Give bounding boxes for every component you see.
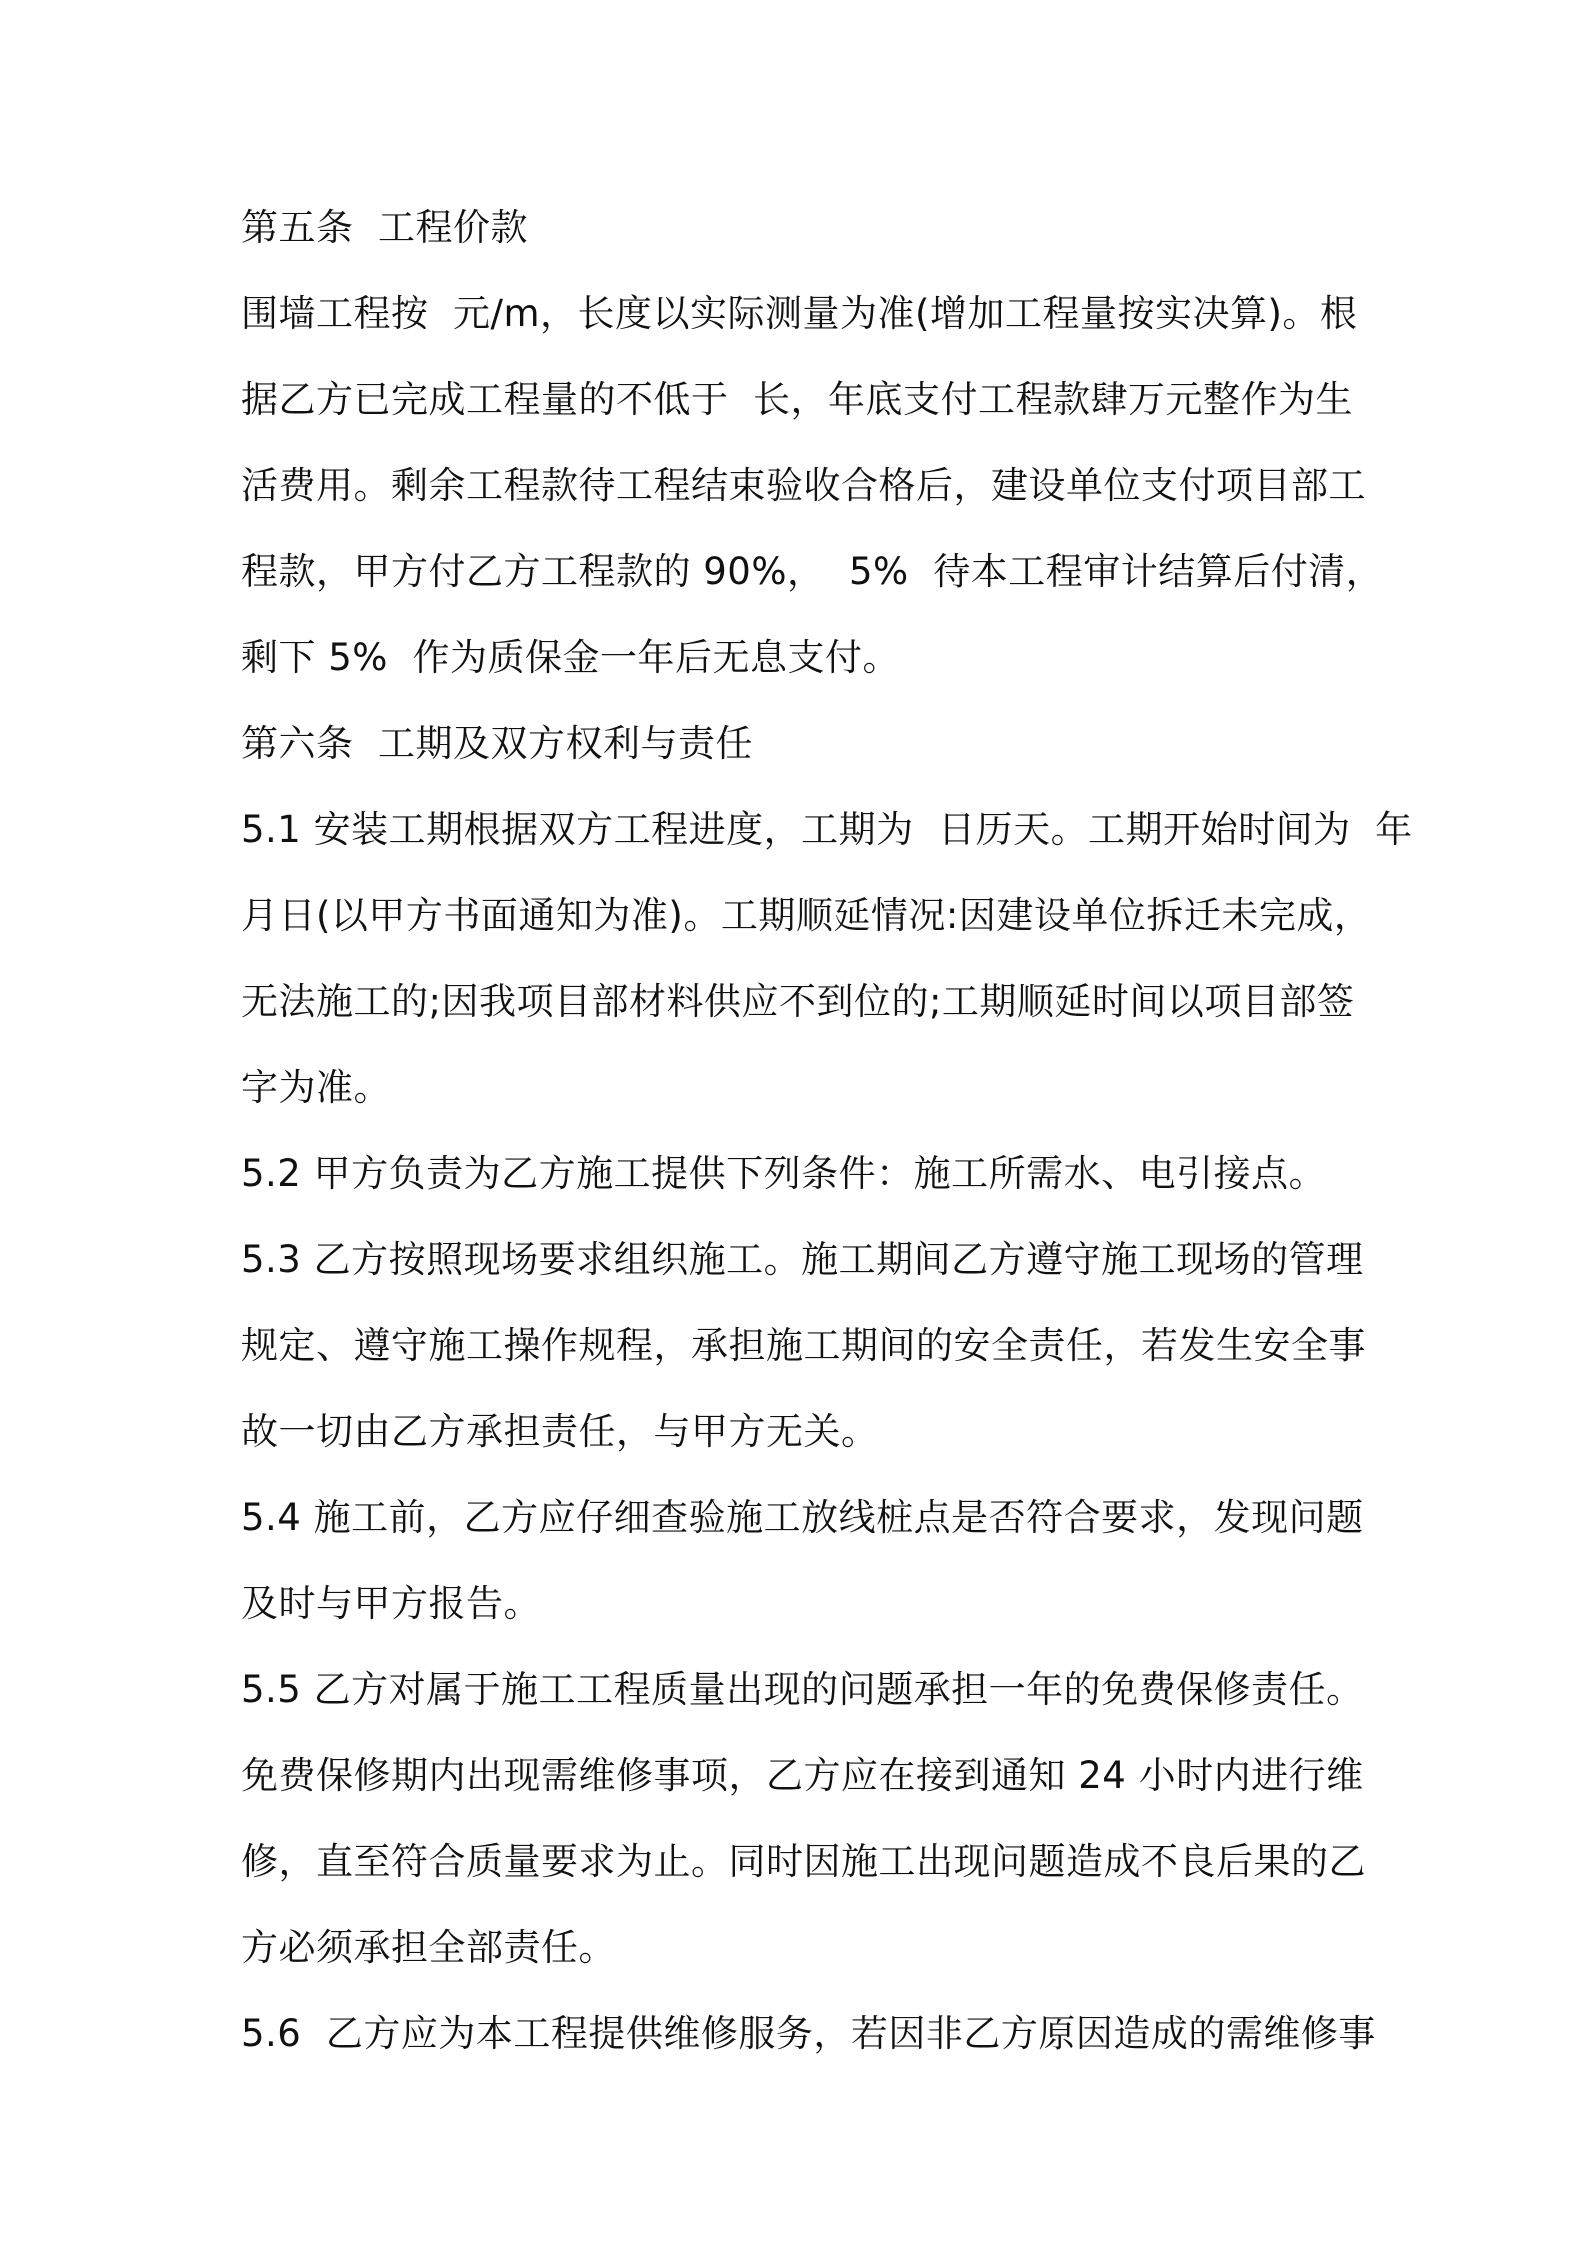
text-line: 无法施工的;因我项目部材料供应不到位的;工期顺延时间以项目部签 [241,980,1355,1023]
clause-5-3-line: 5.3 乙方按照现场要求组织施工。施工期间乙方遵守施工现场的管理 [241,1238,1364,1281]
text-line: 据乙方已完成工程量的不低于 长，年底支付工程款肆万元整作为生 [241,378,1354,421]
text-line: 月日(以甲方书面通知为准)。工期顺延情况:因建设单位拆迁未完成， [241,894,1372,937]
clause-5-2-line: 5.2 甲方负责为乙方施工提供下列条件：施工所需水、电引接点。 [241,1152,1327,1195]
article-5-heading: 第五条 工程价款 [241,206,529,249]
text-line: 围墙工程按 元/m，长度以实际测量为准(增加工程量按实决算)。根 [241,292,1358,335]
clause-5-1-line: 5.1 安装工期根据双方工程进度，工期为 日历天。工期开始时间为 年 [241,808,1413,851]
text-line: 修，直至符合质量要求为止。同时因施工出现问题造成不良后果的乙 [241,1840,1366,1883]
clause-5-5-line: 5.5 乙方对属于施工工程质量出现的问题承担一年的免费保修责任。 [241,1668,1364,1711]
text-line: 故一切由乙方承担责任，与甲方无关。 [241,1410,879,1453]
text-line: 字为准。 [241,1066,391,1109]
clause-5-6-line: 5.6 乙方应为本工程提供维修服务，若因非乙方原因造成的需维修事 [241,2012,1376,2055]
document-body [241,200,1413,2092]
text-line: 程款，甲方付乙方工程款的 90%， 5% 待本工程审计结算后付清， [241,550,1384,593]
article-6-heading: 第六条 工期及双方权利与责任 [241,722,754,765]
clause-5-4-line: 5.4 施工前，乙方应仔细查验施工放线桩点是否符合要求，发现问题 [241,1496,1364,1539]
text-line: 剩下 5% 作为质保金一年后无息支付。 [241,636,900,679]
text-line: 规定、遵守施工操作规程，承担施工期间的安全责任，若发生安全事 [241,1324,1366,1367]
text-line: 及时与甲方报告。 [241,1582,541,1625]
text-line: 活费用。剩余工程款待工程结束验收合格后，建设单位支付项目部工 [241,464,1366,507]
text-line: 方必须承担全部责任。 [241,1926,616,1969]
text-line: 免费保修期内出现需维修事项，乙方应在接到通知 24 小时内进行维 [241,1754,1364,1797]
